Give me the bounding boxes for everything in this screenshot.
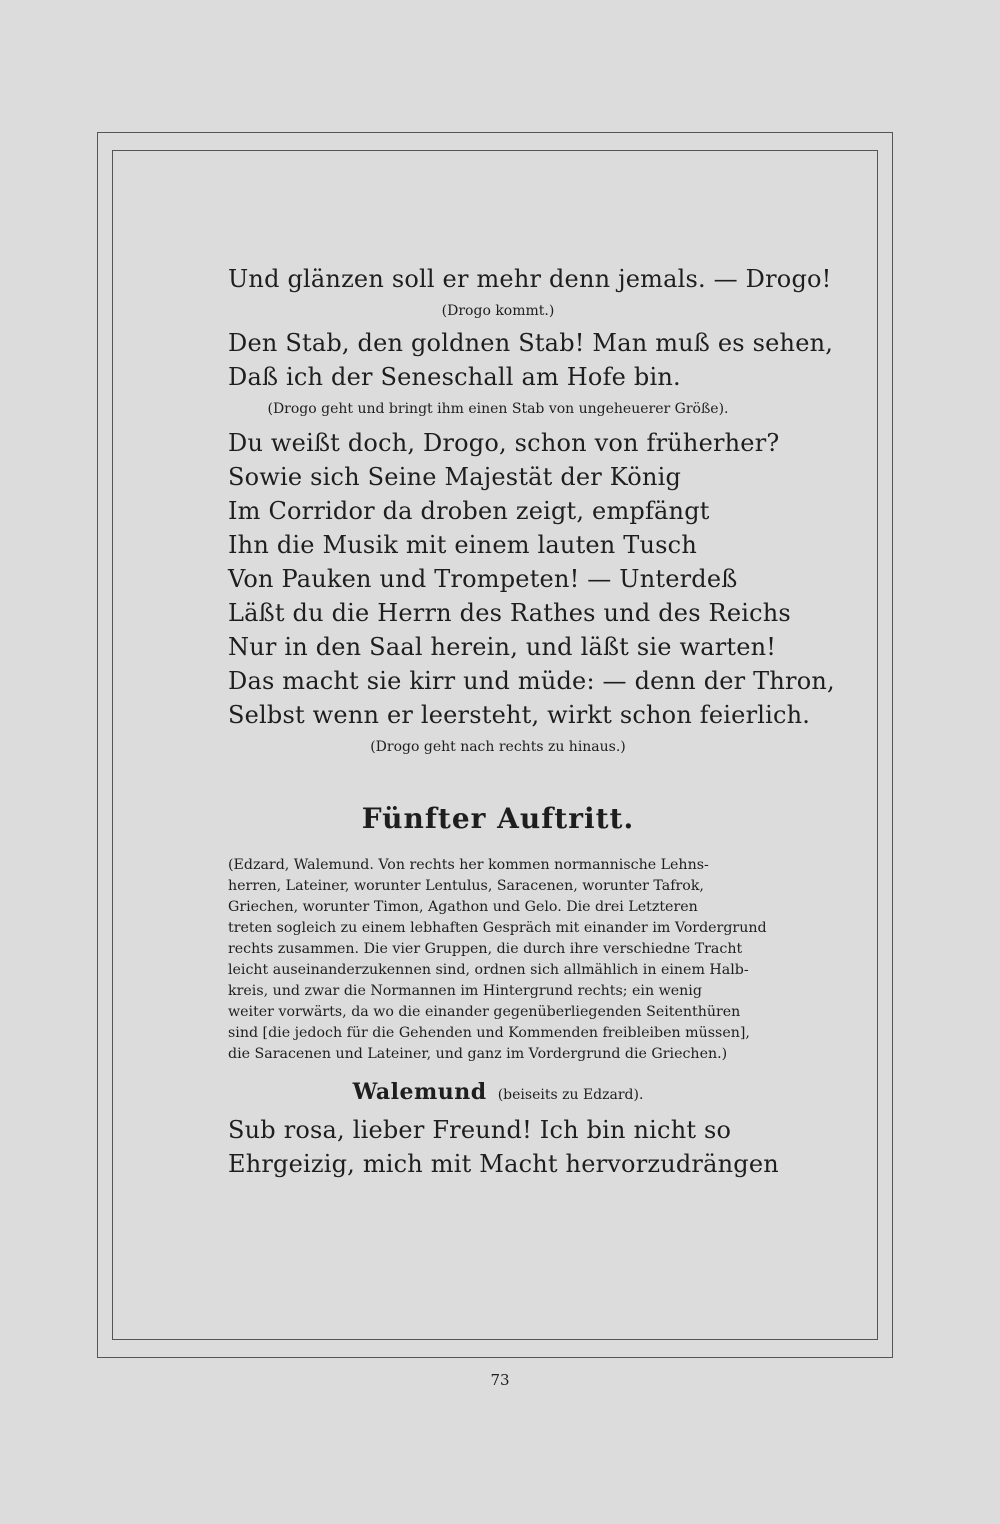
verse-line: Daß ich der Seneschall am Hofe bin. (228, 363, 681, 391)
verse-line: Nur in den Saal herein, und läßt sie warten! (228, 633, 777, 661)
stage-direction: (Drogo geht nach rechts zu hinaus.) (370, 739, 626, 755)
verse-line: Du weißt doch, Drogo, schon von früherher? (228, 429, 780, 457)
stage-direction-block (228, 855, 768, 1065)
stage-block-line: kreis, und zwar die Normannen im Hintergrund rechts; ein wenig (228, 983, 702, 999)
verse-line: Sub rosa, lieber Freund! Ich bin nicht so (228, 1116, 732, 1144)
stage-block-line: leicht auseinanderzukennen sind, ordnen sich allmählich in einem Halb- (228, 962, 749, 978)
stage-block-line: die Saracenen und Lateiner, und ganz im Vordergrund die Griechen.) (228, 1046, 728, 1062)
scene-title: Fünfter Auftritt. (361, 802, 635, 835)
page-number: 73 (490, 1371, 510, 1389)
stage-block-line: (Edzard, Walemund. Von rechts her kommen normannische Lehns- (228, 857, 709, 873)
verse-line: Den Stab, den goldnen Stab! Man muß es sehen, (228, 329, 834, 357)
speaker-heading (228, 1079, 768, 1105)
stage-block-line: Griechen, worunter Timon, Agathon und Gelo. Die drei Letzteren (228, 899, 698, 915)
page-content (228, 262, 835, 1181)
stage-direction: (Drogo geht und bringt ihm einen Stab von ungeheuerer Größe). (267, 401, 729, 417)
verse-line: Im Corridor da droben zeigt, empfängt (228, 497, 710, 525)
verse-line: Das macht sie kirr und müde: — denn der Thron, (228, 667, 835, 695)
verse-line: Sowie sich Seine Majestät der König (228, 463, 682, 491)
stage-block-line: herren, Lateiner, worunter Lentulus, Saracenen, worunter Tafrok, (228, 878, 704, 894)
stage-block-line: sind [die jedoch für die Gehenden und Kommenden freibleiben müssen], (228, 1025, 750, 1041)
speaker-direction: (beiseits zu Edzard). (497, 1087, 644, 1103)
verse-line: Läßt du die Herrn des Rathes und des Reichs (228, 599, 791, 627)
speaker-name: Walemund (352, 1079, 487, 1105)
verse-line: Von Pauken und Trompeten! — Unterdeß (228, 565, 738, 593)
stage-block-line: treten sogleich zu einem lebhaften Gespräch mit einander im Vordergrund (228, 920, 767, 936)
verse-line: Ehrgeizig, mich mit Macht hervorzudrängen (228, 1150, 779, 1178)
stage-block-line: weiter vorwärts, da wo die einander gegenüberliegenden Seitenthüren (228, 1004, 741, 1020)
stage-direction: (Drogo kommt.) (441, 303, 555, 319)
verse-line: Selbst wenn er leersteht, wirkt schon feierlich. (228, 701, 811, 729)
verse-line: Ihn die Musik mit einem lauten Tusch (228, 531, 697, 559)
stage-block-line: rechts zusammen. Die vier Gruppen, die durch ihre verschiedne Tracht (228, 941, 743, 957)
verse-line: Und glänzen soll er mehr denn jemals. — Drogo! (228, 265, 832, 293)
